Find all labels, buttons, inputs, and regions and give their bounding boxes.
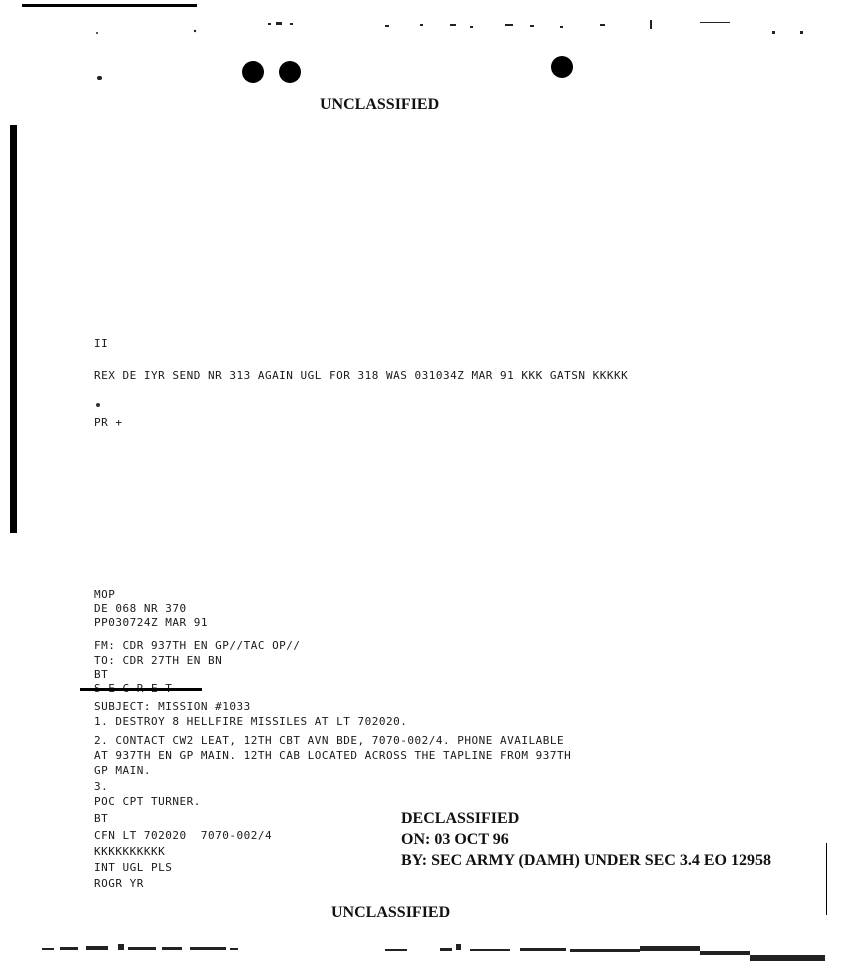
message2-body-line: GP MAIN. [94,764,151,777]
message2-body-line: 1. DESTROY 8 HELLFIRE MISSILES AT LT 702020. [94,715,408,728]
message1-line-c: PR + [94,416,123,429]
message2-line: TO: CDR 27TH EN BN [94,654,223,667]
declassification-line-2: ON: 03 OCT 96 [401,831,509,848]
right-margin-line [826,843,827,915]
declassification-line-1: DECLASSIFIED [401,810,520,827]
message2-body-line: 2. CONTACT CW2 LEAT, 12TH CBT AVN BDE, 7070-002/4. PHONE AVAILABLE [94,734,565,747]
message2-line: DE 068 NR 370 [94,602,187,615]
classification-bottom: UNCLASSIFIED [331,904,451,921]
bottom-scan-noise [0,935,850,967]
message2-body-line: POC CPT TURNER. [94,795,201,808]
message2-body-line: SUBJECT: MISSION #1033 [94,700,251,713]
message2-body-line: KKKKKKKKKK [94,845,166,858]
message2-body-line: CFN LT 702020 7070-002/4 [94,829,273,842]
punch-hole [242,61,264,83]
message2-line: FM: CDR 937TH EN GP//TAC OP// [94,639,301,652]
redaction-strike [80,688,202,691]
left-edge-bar [10,125,17,533]
message2-body-line: ROGR YR [94,877,144,890]
declassification-line-3: BY: SEC ARMY (DAMH) UNDER SEC 3.4 EO 12958 [401,852,771,869]
message2-body-line: BT [94,812,109,825]
message2-line: BT [94,668,109,681]
message1-line-a: II [94,337,109,350]
classification-top: UNCLASSIFIED [320,96,440,113]
stray-mark [97,76,102,80]
message2-body-line: 3. [94,780,109,793]
message1-line-b: REX DE IYR SEND NR 313 AGAIN UGL FOR 318 WAS 031034Z MAR 91 KKK GATSN KKKKK [94,369,629,382]
punch-hole [279,61,301,83]
top-speckle-noise [0,0,850,40]
message2-body-line: AT 937TH EN GP MAIN. 12TH CAB LOCATED ACROSS THE TAPLINE FROM 937TH [94,749,572,762]
message2-body-line: INT UGL PLS [94,861,173,874]
message2-line: MOP [94,588,116,601]
punch-hole [551,56,573,78]
message2-line: PP030724Z MAR 91 [94,616,208,629]
stray-mark [96,403,100,407]
